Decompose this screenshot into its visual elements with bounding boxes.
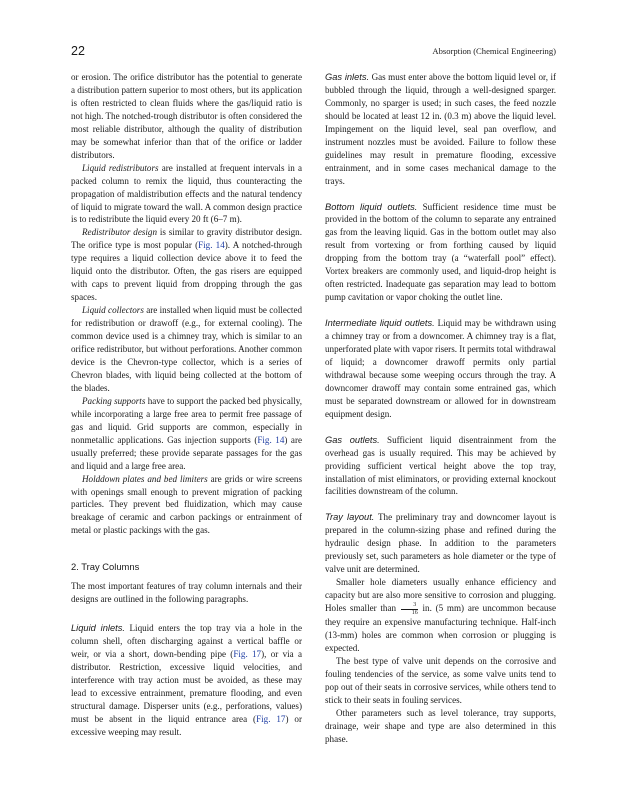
paragraph-liquid-collectors: Liquid collectors are installed when liquid must be collected for redistribution or drawoff (e.g., for external cooling). The common device used is a chimney tray, which is similar to an orifice redistributor, but without perforations. Another common device is the Chevron-type collector, which is a series of Chevron blades, with liquid being collected at the bottom of the blades. xyxy=(71,305,303,393)
section-title-tray-columns: 2. Tray Columns xyxy=(71,561,140,573)
paragraph-other-parameters: Other parameters such as level tolerance, tray supports, drainage, weir shape and type are also determined in this phase. xyxy=(325,707,556,744)
paragraph-redistributor-design: Redistributor design is similar to gravity distributor design. The orifice type is most popular (Fig. 14). A notched-through type requires a liquid collection device above it to feed the liquid onto the distributor. Often, the gas risers are equipped with caps to prevent liquid from dropping through the gas spaces. xyxy=(71,227,302,303)
figure-link-fig-17-entrance[interactable]: Fig. 17 xyxy=(256,713,286,724)
paragraph-tray-intro: The most important features of tray column internals and their designs are outlined in the following paragraphs. xyxy=(71,581,302,605)
paragraph-orifice-distributor: or erosion. The orifice distributor has the potential to generate a distribution pattern superior to most others, but its application is often restricted to clean fluids where the gas/liquid ratio is not high. The notched-trough distributor is often considered the most reliable distributor, although the quality of distribution may be somewhat inferior than that of the orifice or ladder distributors. xyxy=(71,72,302,160)
right-column xyxy=(325,71,556,746)
page-header xyxy=(71,44,556,60)
figure-link-fig-17[interactable]: Fig. 17 xyxy=(233,649,262,660)
heading-bottom-liquid-outlets: Bottom liquid outlets. xyxy=(325,201,418,212)
paragraph-gas-inlets: Gas inlets. Gas must enter above the bottom liquid level or, if bubbled through the liquid, through a well-designed sparger. Commonly, no sparger is used; in such cases, the feed nozzle should be located at least 12 in. (0.3 m) above the liquid level. Impingement on the liquid level, seal pan overflow, and instrument nozzles must be avoided. Failure to follow these guidelines may result in premature flooding, excessive entrainment, and in some cases mechanical damage to the trays. xyxy=(325,72,556,186)
term-packing-supports: Packing supports xyxy=(82,395,146,406)
fraction-three-sixteenths: $\frac{3}{16}$ xyxy=(401,602,418,616)
term-redistributor-design: Redistributor design xyxy=(82,227,157,238)
paragraph-liquid-redistributors: Liquid redistributors are installed at frequent intervals in a packed column to remix the liquid, thus counteracting the propagation of maldistribution effects and the natural tendency of liquid to migrate toward the wall. A common design practice is to redistribute the liquid every 20 ft (6–7 m). xyxy=(71,162,302,225)
term-holddown-plates: Holddown plates and bed limiters xyxy=(82,473,208,484)
heading-tray-layout: Tray layout. xyxy=(325,512,375,523)
term-liquid-redistributors: Liquid redistributors xyxy=(82,162,159,173)
paragraph-gas-outlets: Gas outlets. Sufficient liquid disentrainment from the overhead gas is usually required. This may be achieved by providing sufficient vertical height above the top tray, installation of mist eliminators, or providing external knockout facilities downstream of the column. xyxy=(325,434,556,497)
paragraph-valve-unit: The best type of valve unit depends on the corrosive and fouling tendencies of the service, as some valve units tend to pop out of their seats in corrosive services, while others tend to stick to their seats in fouling services. xyxy=(325,655,556,705)
running-head: Absorption (Chemical Engineering) xyxy=(432,46,556,56)
paragraph-intermediate-liquid-outlets: Intermediate liquid outlets. Liquid may be withdrawn using a chimney tray or from a downcomer. A chimney tray is a flat, unperforated plate with vapor risers. It permits total withdrawal of liquid; a downcomer drawoff permits only partial withdrawal because some weeping occurs through the tray. A downcomer drawoff may contain some entrained gas, which must be separated downstream or allowed for in downstream equipment design. xyxy=(325,318,556,419)
paragraph-packing-supports: Packing supports have to support the packed bed physically, while incorporating a large free area to permit free passage of gas and liquid. Grid supports are common, especially in nonmetallic applications. Gas injection supports (Fig. 14) are usually preferred; these provide separate passages for the gas and liquid and a large free area. xyxy=(71,395,303,471)
heading-intermediate-liquid-outlets: Intermediate liquid outlets. xyxy=(325,318,435,329)
left-column xyxy=(71,71,302,739)
heading-gas-inlets: Gas inlets. xyxy=(325,72,370,82)
paragraph-tray-layout: Tray layout. The preliminary tray and downcomer layout is prepared in the column-sizing phase and refined during the hydraulic design phase. In addition to the parameters previously set, such parameters as hole diameter or the type of valve unit are determined. xyxy=(325,512,556,575)
page-number: 22 xyxy=(71,44,85,58)
figure-link-fig-14-supports[interactable]: Fig. 14 xyxy=(257,434,285,445)
heading-gas-outlets: Gas outlets. xyxy=(325,434,380,445)
paragraph-holddown-plates: Holddown plates and bed limiters are grids or wire screens with openings small enough to prevent migration of packing particles. They prevent bed fluidization, which may cause breakage of ceramic and carbon packings or entrainment of metal or plastic packings with the gas. xyxy=(71,473,302,536)
figure-link-fig-14[interactable]: Fig. 14 xyxy=(198,240,225,251)
paragraph-liquid-inlets: Liquid inlets. Liquid enters the top tray via a hole in the column shell, often discharging against a vertical baffle or weir, or via a short, down-bending pipe (Fig. 17), or via a distributor. Restriction, excessive liquid velocities, and interference with tray action must be avoided, as these may lead to excessive entrainment, premature flooding, and even structural damage. Disperser units (e.g., perforations, values) must be absent in the liquid entrance area (Fig. 17) or excessive weeping may result. xyxy=(71,623,302,737)
term-liquid-collectors: Liquid collectors xyxy=(82,305,144,316)
heading-liquid-inlets: Liquid inlets. xyxy=(71,623,125,634)
paragraph-hole-diameters: Smaller hole diameters usually enhance efficiency and capacity but are also more sensitive to corrosion and plugging. Holes smaller than $\frac{3}{16}$ in. (5 mm) are uncommon because they require an expensive manufacturing technique. Half-inch (13-mm) holes are common when corrosion or plugging is expected. xyxy=(325,577,556,653)
paragraph-bottom-liquid-outlets: Bottom liquid outlets. Sufficient residence time must be provided in the bottom of the column to separate any entrained gas from the leaving liquid. Gas in the bottom outlet may also result from vortexing or from forthing caused by liquid dropping from the bottom tray (a “waterfall pool” effect). Vortex breakers are commonly used, and liquid-drop height is often restricted. Inadequate gas separation may lead to bottom pump cavitation or vapor choking the outlet line. xyxy=(325,201,556,303)
